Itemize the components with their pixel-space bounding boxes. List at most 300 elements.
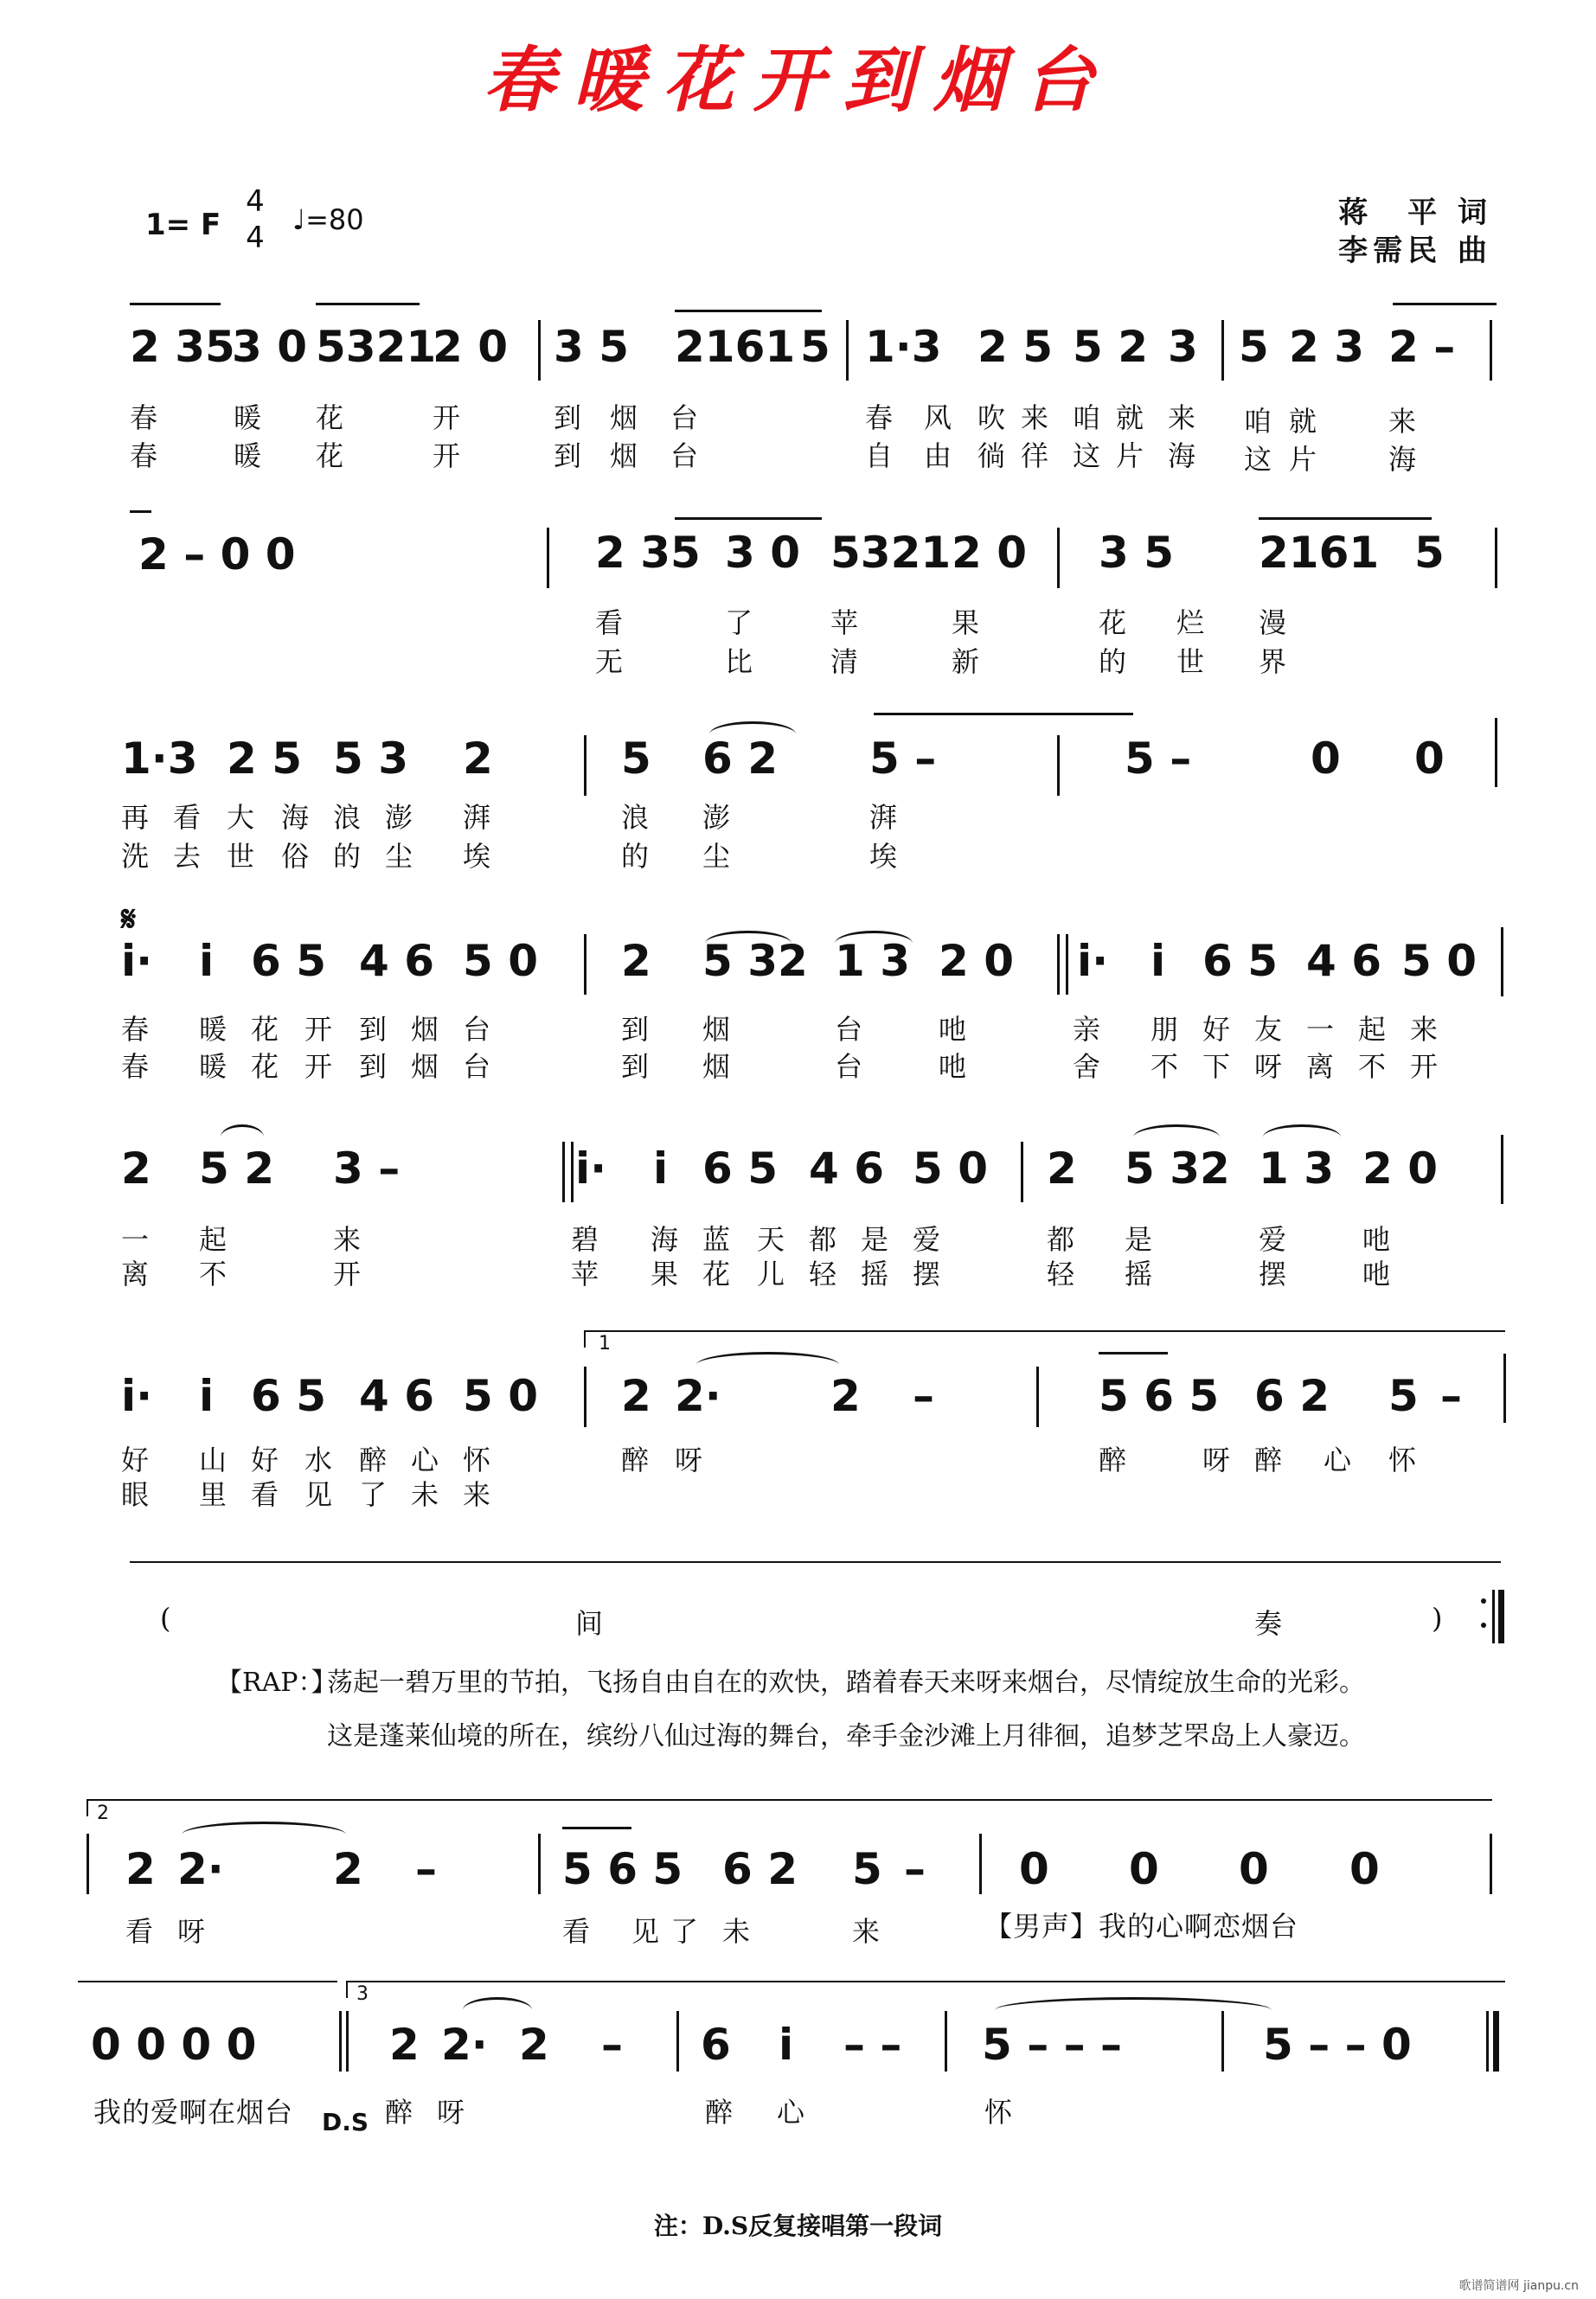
note: 2 – 0 0 bbox=[138, 529, 296, 580]
lyric-char: 未 bbox=[411, 1478, 440, 1511]
lyric-char: 醉 bbox=[621, 1444, 651, 1476]
lyric-char: 吔 bbox=[939, 1050, 968, 1083]
note: 0 bbox=[1311, 733, 1341, 784]
lyric-char: 呀 bbox=[1254, 1050, 1284, 1083]
lyric-char: 暖 bbox=[234, 439, 263, 472]
lyricist: 蒋 平 词 bbox=[1338, 195, 1492, 230]
lyric-char: 都 bbox=[1047, 1223, 1076, 1256]
male-voice-line: 【男声】我的心啊恋烟台 bbox=[984, 1910, 1299, 1943]
lyric-char: 都 bbox=[809, 1223, 838, 1256]
lyric-char: 怀 bbox=[1388, 1444, 1418, 1476]
note: – bbox=[415, 1844, 437, 1894]
note: 5 bbox=[1414, 528, 1445, 578]
lyric-char: 烟 bbox=[702, 1013, 732, 1046]
note: 2161 bbox=[675, 322, 796, 372]
bar-line bbox=[1492, 1590, 1495, 1643]
lyric-char: 碧 bbox=[571, 1223, 600, 1256]
score-line-7 bbox=[0, 1799, 1596, 1955]
lyric-char: 离 bbox=[121, 1258, 151, 1290]
lyric-char: 未 bbox=[722, 1915, 752, 1948]
note: 2 bbox=[463, 733, 493, 784]
lyric-char: 下 bbox=[1202, 1050, 1232, 1083]
note: 5 0 bbox=[913, 1143, 988, 1194]
bar-line bbox=[1495, 528, 1497, 588]
lyric-char: 海 bbox=[1168, 439, 1197, 472]
volta-3: 3 bbox=[356, 1983, 369, 2005]
bar-line bbox=[584, 1367, 586, 1427]
beam-line bbox=[130, 303, 221, 305]
note: 4 6 bbox=[1306, 936, 1381, 986]
lyric-char: 看 bbox=[125, 1915, 155, 1948]
note: – bbox=[601, 2020, 623, 2070]
note: 2· bbox=[177, 1844, 224, 1894]
lyric-char: 眼 bbox=[121, 1478, 151, 1511]
lyric-char: 洗 bbox=[121, 840, 151, 873]
lyric-char: 台 bbox=[670, 401, 700, 434]
lyric-char: 来 bbox=[852, 1915, 881, 1948]
lyric-char: 大 bbox=[227, 801, 256, 834]
note: 2 bbox=[1047, 1143, 1077, 1194]
bar-line bbox=[1490, 320, 1492, 381]
lyric-char: 到 bbox=[621, 1013, 651, 1046]
lyric-char: 咱 bbox=[1244, 405, 1273, 438]
lyric-char: 澎 bbox=[385, 801, 414, 834]
lyric-char: 花 bbox=[251, 1013, 280, 1046]
lyric-char: 花 bbox=[251, 1050, 280, 1083]
bar-line bbox=[1501, 1135, 1503, 1204]
bar-line bbox=[1486, 2011, 1489, 2072]
watermark: 歌谱简谱网 jianpu.cn bbox=[1458, 2279, 1579, 2293]
note: 2 bbox=[830, 1371, 861, 1421]
lyric-char: 开 bbox=[1410, 1050, 1439, 1083]
beam-line bbox=[130, 1561, 1501, 1563]
lyric-char: 一 bbox=[121, 1223, 151, 1256]
lyric-char: 见 bbox=[631, 1915, 661, 1948]
lyric-char: 台 bbox=[463, 1050, 492, 1083]
lyric-char: 烂 bbox=[1176, 606, 1206, 639]
lyric-char: 暖 bbox=[199, 1050, 228, 1083]
note: i bbox=[199, 1371, 215, 1421]
lyric-char: 海 bbox=[651, 1223, 680, 1256]
note: 5 bbox=[1388, 1371, 1419, 1421]
lyric-char: 苹 bbox=[571, 1258, 600, 1290]
slur-mark bbox=[709, 721, 796, 734]
note: 2 0 bbox=[939, 936, 1014, 986]
lyric-char: 吔 bbox=[939, 1013, 968, 1046]
lyric-char: 摇 bbox=[861, 1258, 890, 1290]
lyric-char: 好 bbox=[1202, 1013, 1232, 1046]
score-line-5 bbox=[0, 1124, 1596, 1297]
lyric-char: 怀 bbox=[463, 1444, 492, 1476]
note: i bbox=[779, 2020, 794, 2070]
lyric-char: 风 bbox=[924, 401, 953, 434]
note: 5 3 bbox=[333, 733, 408, 784]
note: 2 5 bbox=[977, 322, 1053, 372]
score-line-6 bbox=[0, 1328, 1596, 1527]
lyric-char: ) bbox=[1432, 1602, 1444, 1635]
note: 2 5 bbox=[227, 733, 302, 784]
lyric-char: 比 bbox=[725, 645, 754, 678]
slur-mark bbox=[182, 1822, 346, 1835]
note: 5 bbox=[800, 322, 830, 372]
note: – bbox=[913, 1371, 934, 1421]
rap-line-2: 这是蓬莱仙境的所在，缤纷八仙过海的舞台，牵手金沙滩上月徘徊，追梦芝罘岛上人豪迈。 bbox=[327, 1721, 1365, 1751]
note: 2 0 bbox=[1362, 1143, 1438, 1194]
key-signature: 1= F bbox=[145, 208, 221, 242]
lyric-char: 自 bbox=[865, 439, 894, 472]
lyric-char: 埃 bbox=[463, 840, 492, 873]
lyric-char: 到 bbox=[621, 1050, 651, 1083]
lyric-char: 开 bbox=[333, 1258, 362, 1290]
lyric-char: 吔 bbox=[1362, 1223, 1392, 1256]
bar-line bbox=[1066, 934, 1068, 995]
lyric-char: 漫 bbox=[1259, 606, 1288, 639]
lyric-char: 台 bbox=[835, 1013, 864, 1046]
note: 6 2 bbox=[1254, 1371, 1330, 1421]
lyric-char: 海 bbox=[281, 801, 311, 834]
time-signature bbox=[242, 183, 268, 256]
note: 4 6 bbox=[359, 936, 434, 986]
lyric-char: 舍 bbox=[1073, 1050, 1102, 1083]
lyric-char: 亲 bbox=[1073, 1013, 1102, 1046]
lyric-char: 就 bbox=[1116, 401, 1145, 434]
lyric-char: 春 bbox=[130, 439, 159, 472]
beam-line bbox=[675, 517, 822, 520]
lyric-char: 徉 bbox=[1021, 439, 1050, 472]
lyric-char: 尘 bbox=[385, 840, 414, 873]
note: 2· bbox=[675, 1371, 721, 1421]
lyric-char: 开 bbox=[433, 401, 462, 434]
lyric-char: 花 bbox=[702, 1258, 732, 1290]
bar-line bbox=[571, 1142, 574, 1202]
lyric-char: 再 bbox=[121, 801, 151, 834]
lyric-char: 清 bbox=[830, 645, 860, 678]
bar-line bbox=[1493, 2011, 1499, 2072]
bar-line bbox=[584, 735, 586, 796]
note: 0 bbox=[1349, 1844, 1380, 1894]
lyric-char: 好 bbox=[121, 1444, 151, 1476]
bar-line bbox=[1498, 1590, 1504, 1643]
lyric-char: 春 bbox=[865, 401, 894, 434]
bar-line bbox=[1221, 2011, 1224, 2072]
lyric-char: 起 bbox=[199, 1223, 228, 1256]
beam-line bbox=[874, 713, 1133, 715]
lyric-char: 浪 bbox=[333, 801, 362, 834]
volta-2: 2 bbox=[97, 1803, 109, 1824]
note: i· bbox=[121, 1371, 153, 1421]
lyric-char: 到 bbox=[554, 401, 583, 434]
bar-line bbox=[346, 2011, 349, 2072]
lyric-char: 见 bbox=[304, 1478, 334, 1511]
lyric-char: 看 bbox=[173, 801, 202, 834]
segno-sign: 𝄋 bbox=[121, 900, 137, 939]
beam-line bbox=[78, 1981, 337, 1982]
note: – bbox=[1440, 1371, 1462, 1421]
lyric-char: 澎 bbox=[702, 801, 732, 834]
lyric-char: 起 bbox=[1358, 1013, 1388, 1046]
time-top: 4 bbox=[246, 184, 265, 219]
beam-line bbox=[130, 510, 151, 513]
bar-line bbox=[979, 1834, 982, 1894]
bar-line bbox=[538, 1834, 541, 1894]
note: 1 3 bbox=[1259, 1143, 1334, 1194]
note: – bbox=[904, 1844, 926, 1894]
lyric-char: 俗 bbox=[281, 840, 311, 873]
time-bottom: 4 bbox=[246, 221, 265, 255]
rap-label: 【RAP：】 bbox=[216, 1668, 337, 1698]
lyric-char: 咱 bbox=[1073, 401, 1102, 434]
lyric-char: 片 bbox=[1116, 439, 1145, 472]
lyric-char: 花 bbox=[316, 401, 345, 434]
lyric-char: 来 bbox=[1388, 405, 1418, 438]
lyric-char: 就 bbox=[1289, 405, 1318, 438]
note: 2 bbox=[519, 2020, 549, 2070]
lyric-char: 爱 bbox=[913, 1223, 942, 1256]
lyric-char: 好 bbox=[251, 1444, 280, 1476]
bar-line bbox=[846, 320, 849, 381]
note: 0 0 0 0 bbox=[91, 2020, 257, 2070]
note: 2· bbox=[441, 2020, 488, 2070]
lyric-char: 暖 bbox=[199, 1013, 228, 1046]
lyric-char: 界 bbox=[1259, 645, 1288, 678]
lyric-char: 醉 bbox=[359, 1444, 388, 1476]
note: 2 bbox=[621, 1371, 651, 1421]
lyric-char: 看 bbox=[251, 1478, 280, 1511]
lyric-char: 花 bbox=[1099, 606, 1128, 639]
lyric-char: 儿 bbox=[757, 1258, 786, 1290]
bar-line bbox=[346, 1981, 348, 1998]
song-title: 春暖花开到烟台 bbox=[483, 39, 1113, 122]
bar-line bbox=[1503, 1354, 1506, 1423]
lyric-char: 来 bbox=[1168, 401, 1197, 434]
lyric-char: 苹 bbox=[830, 606, 860, 639]
lyric-char: 无 bbox=[595, 645, 625, 678]
lyric-char: 春 bbox=[121, 1013, 151, 1046]
lyric-char: 世 bbox=[1176, 645, 1206, 678]
note: 3 bbox=[1168, 322, 1198, 372]
lyric-char: 天 bbox=[757, 1223, 786, 1256]
lyric-char: 烟 bbox=[610, 439, 639, 472]
note: 5 32 bbox=[1125, 1143, 1230, 1194]
note: 2 0 bbox=[952, 528, 1027, 578]
lyric-char: 海 bbox=[1388, 443, 1418, 476]
note: 6 5 bbox=[702, 1143, 778, 1194]
note: 5 0 bbox=[1401, 936, 1477, 986]
interlude bbox=[0, 1557, 1596, 1643]
lyric-char: 是 bbox=[861, 1223, 890, 1256]
lyric-char: 怀 bbox=[984, 2096, 1014, 2129]
bar-line bbox=[584, 1330, 586, 1348]
note: 2 3 bbox=[1289, 322, 1364, 372]
note: i· bbox=[1077, 936, 1109, 986]
lyric-char: 摆 bbox=[1259, 1258, 1288, 1290]
lyric-char: 的 bbox=[621, 840, 651, 873]
tempo: ♩=80 bbox=[292, 203, 364, 236]
bar-line bbox=[584, 934, 586, 995]
note: 3 5 bbox=[554, 322, 629, 372]
female-voice-line: 我的爱啊在烟台 bbox=[93, 2096, 294, 2129]
lyric-char: 了 bbox=[725, 606, 754, 639]
note: 5 0 bbox=[463, 1371, 538, 1421]
beam-line bbox=[1259, 517, 1432, 520]
lyric-char: 来 bbox=[1021, 401, 1050, 434]
lyric-char: 这 bbox=[1244, 443, 1273, 476]
lyric-char: 摇 bbox=[1125, 1258, 1154, 1290]
lyric-char: 去 bbox=[173, 840, 202, 873]
note: 5 – – 0 bbox=[1263, 2020, 1412, 2070]
volta-1: 1 bbox=[599, 1333, 611, 1354]
note: 3 – bbox=[333, 1143, 401, 1194]
note: 4 6 bbox=[809, 1143, 884, 1194]
note: 2 bbox=[121, 1143, 151, 1194]
lyric-char: 醉 bbox=[385, 2096, 414, 2129]
lyric-char: 花 bbox=[316, 439, 345, 472]
bar-line bbox=[339, 2011, 342, 2072]
note: 5 bbox=[852, 1844, 882, 1894]
note: 5 bbox=[621, 733, 651, 784]
lyric-char: 春 bbox=[130, 401, 159, 434]
note: 5321 bbox=[316, 322, 437, 372]
note: 2 bbox=[621, 936, 651, 986]
bar-line bbox=[87, 1834, 89, 1894]
lyric-char: 奏 bbox=[1254, 1607, 1284, 1640]
lyric-char: 来 bbox=[1410, 1013, 1439, 1046]
lyric-char: 到 bbox=[359, 1050, 388, 1083]
lyric-char: 间 bbox=[575, 1607, 605, 1640]
lyric-char: 吔 bbox=[1362, 1258, 1392, 1290]
note: 5 2 bbox=[1073, 322, 1148, 372]
score-line-8 bbox=[0, 1976, 1596, 2149]
lyric-char: 爱 bbox=[1259, 1223, 1288, 1256]
bar-line bbox=[945, 2011, 947, 2072]
note: 6 2 bbox=[722, 1844, 798, 1894]
note: 5 – – – bbox=[982, 2020, 1123, 2070]
lyric-char: 是 bbox=[1125, 1223, 1154, 1256]
slur-mark bbox=[995, 1997, 1272, 2010]
note: 2161 bbox=[1259, 528, 1380, 578]
note: i· bbox=[121, 936, 153, 986]
lyric-char: 到 bbox=[359, 1013, 388, 1046]
note: 5 bbox=[1239, 322, 1269, 372]
lyric-char: 摆 bbox=[913, 1258, 942, 1290]
lyric-char: 果 bbox=[651, 1258, 680, 1290]
note: 3 0 bbox=[725, 528, 800, 578]
lyric-char: 呀 bbox=[437, 2096, 466, 2129]
beam-line bbox=[584, 1330, 1505, 1332]
note: 5 – bbox=[1125, 733, 1192, 784]
note: i bbox=[199, 936, 215, 986]
lyric-char: 开 bbox=[304, 1050, 334, 1083]
lyric-char: 不 bbox=[1151, 1050, 1180, 1083]
lyric-char: 里 bbox=[199, 1478, 228, 1511]
note: 2 bbox=[389, 2020, 420, 2070]
note: 6 2 bbox=[702, 733, 778, 784]
lyric-char: 朋 bbox=[1151, 1013, 1180, 1046]
lyric-char: 呀 bbox=[177, 1915, 207, 1948]
bar-line bbox=[1021, 1142, 1023, 1202]
lyric-char: 吹 bbox=[977, 401, 1007, 434]
bar-line bbox=[1495, 718, 1497, 787]
lyric-char: 轻 bbox=[1047, 1258, 1076, 1290]
note: i bbox=[653, 1143, 669, 1194]
note: 6 5 bbox=[1202, 936, 1278, 986]
lyric-char: 不 bbox=[1358, 1050, 1388, 1083]
bar-line bbox=[1221, 320, 1224, 381]
note: – – bbox=[843, 2020, 902, 2070]
lyric-char: 了 bbox=[670, 1915, 700, 1948]
score-line-1 bbox=[0, 294, 1596, 493]
note: 0 bbox=[1019, 1844, 1049, 1894]
lyric-char: 友 bbox=[1254, 1013, 1284, 1046]
beam-line bbox=[1099, 1352, 1168, 1354]
note: 1·3 bbox=[121, 733, 198, 784]
score-line-2 bbox=[0, 502, 1596, 692]
lyric-char: 的 bbox=[1099, 645, 1128, 678]
beam-line bbox=[675, 310, 822, 312]
lyric-char: 呀 bbox=[1202, 1444, 1232, 1476]
note: 0 bbox=[1129, 1844, 1159, 1894]
rap-line-1: 荡起一碧万里的节拍，飞扬自由自在的欢快，踏着春天来呀来烟台，尽情绽放生命的光彩。 bbox=[327, 1668, 1365, 1698]
note: 3 5 bbox=[1099, 528, 1174, 578]
lyric-char: 山 bbox=[199, 1444, 228, 1476]
note: 2 bbox=[333, 1844, 363, 1894]
lyric-char: 埃 bbox=[869, 840, 899, 873]
bar-line bbox=[1490, 1834, 1492, 1894]
composer: 李需民 曲 bbox=[1338, 234, 1492, 268]
score-line-3 bbox=[0, 709, 1596, 882]
note: 2 0 bbox=[433, 322, 508, 372]
note: 2 35 bbox=[595, 528, 701, 578]
note: 1·3 bbox=[865, 322, 942, 372]
note: 1 3 bbox=[835, 936, 910, 986]
bar-line bbox=[562, 1142, 565, 1202]
lyric-char: 果 bbox=[952, 606, 981, 639]
lyric-char: 看 bbox=[562, 1915, 592, 1948]
lyric-char: 了 bbox=[359, 1478, 388, 1511]
note: 5 2 bbox=[199, 1143, 274, 1194]
lyric-char: 烟 bbox=[411, 1013, 440, 1046]
lyric-char: 烟 bbox=[610, 401, 639, 434]
lyric-char: 湃 bbox=[869, 801, 899, 834]
note: 6 bbox=[701, 2020, 731, 2070]
lyric-char: 离 bbox=[1306, 1050, 1336, 1083]
note: 5 6 5 bbox=[562, 1844, 683, 1894]
beam-line bbox=[346, 1981, 1505, 1982]
slur-mark bbox=[1263, 1124, 1341, 1137]
lyric-char: 烟 bbox=[702, 1050, 732, 1083]
lyric-char: 开 bbox=[433, 439, 462, 472]
lyric-char: 到 bbox=[554, 439, 583, 472]
lyric-char: 心 bbox=[1324, 1444, 1353, 1476]
note: 2 bbox=[125, 1844, 156, 1894]
lyric-char: 一 bbox=[1306, 1013, 1336, 1046]
bar-line bbox=[87, 1799, 88, 1816]
note: 5 32 bbox=[702, 936, 808, 986]
note: 5321 bbox=[830, 528, 952, 578]
lyric-char: 轻 bbox=[809, 1258, 838, 1290]
bar-line bbox=[547, 528, 549, 588]
lyric-char: 世 bbox=[227, 840, 256, 873]
lyric-char: 浪 bbox=[621, 801, 651, 834]
lyric-char: 蓝 bbox=[702, 1223, 732, 1256]
lyric-char: 烟 bbox=[411, 1050, 440, 1083]
bar-line bbox=[1036, 1367, 1039, 1427]
note: 5 – bbox=[869, 733, 937, 784]
lyric-char: 春 bbox=[121, 1050, 151, 1083]
note: i· bbox=[575, 1143, 607, 1194]
bar-line bbox=[538, 320, 541, 381]
beam-line bbox=[1393, 303, 1497, 305]
